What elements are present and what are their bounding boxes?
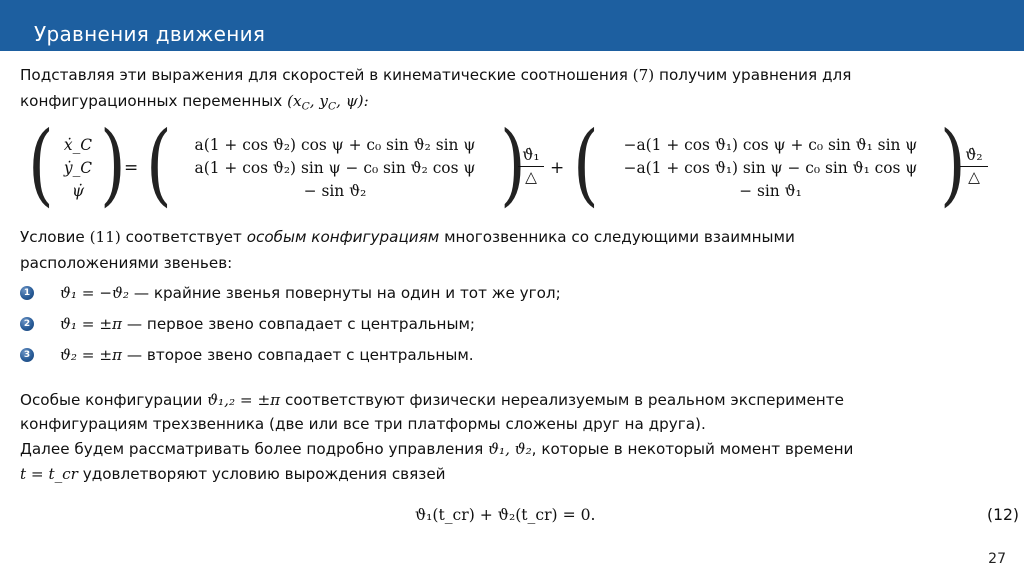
bullet-text: — второе звено совпадает с центральным.	[126, 346, 474, 364]
para3-math-2: ϑ₁, ϑ₂	[488, 440, 532, 458]
para1-line1	[20, 64, 851, 88]
col2-row3: − sin ϑ₁	[739, 182, 802, 200]
para3-text-a: Особые конфигурации	[20, 391, 203, 409]
plus-sign: +	[550, 158, 565, 178]
bullet-text: — крайние звенья повернуты на один и тот же угол;	[133, 284, 561, 302]
para1-ref: (7)	[632, 66, 655, 84]
para3-line2: конфигурациям трехзвенника (две или все три платформы сложены друг на друга).	[20, 415, 706, 433]
right-paren: )	[100, 111, 126, 216]
bullet-ball-icon: 1	[20, 286, 34, 300]
col1-row3: − sin ϑ₂	[303, 182, 367, 200]
right-paren: )	[500, 111, 526, 216]
para3-line3	[20, 438, 853, 462]
para2-text-a: Условие	[20, 228, 85, 246]
title-bar	[0, 0, 1024, 51]
frac1-denominator: △	[525, 168, 537, 186]
para3-math: ϑ₁,₂ = ±π	[207, 391, 281, 409]
bullet-ball-icon: 2	[20, 317, 34, 331]
lhs-vector	[58, 134, 98, 203]
para1-text-a: Подставляя эти выражения для скоростей в кинематические соотношения	[20, 66, 628, 84]
para3-text-e: удовлетворяют условию вырождения связей	[82, 465, 446, 483]
para3-line1	[20, 389, 844, 413]
left-paren: (	[28, 111, 54, 216]
para1-text-c: конфигурационных переменных	[20, 92, 283, 110]
lhs-xdot: ẋ_C	[63, 136, 93, 154]
col2-row1: −a(1 + cos ϑ₁) cos ψ + c₀ sin ϑ₁ sin ψ	[623, 136, 918, 154]
bullet-math: ϑ₂ = ±π	[60, 346, 123, 364]
para2-text-c: многозвенника со следующими взаимными	[444, 228, 795, 246]
bullet-text: — первое звено совпадает с центральным;	[126, 315, 476, 333]
lhs-psidot: ψ̇	[71, 182, 85, 200]
equation-12: ϑ₁(t_cr) + ϑ₂(t_cr) = 0.	[415, 506, 596, 524]
para3-line4	[20, 463, 446, 487]
para2-text-b: соответствует	[125, 228, 242, 246]
page-number: 27	[988, 551, 1006, 567]
slide-title: Уравнения движения	[34, 22, 266, 46]
bullet-math: ϑ₁ = −ϑ₂	[60, 284, 129, 302]
para1-text-b: получим уравнения для	[659, 66, 852, 84]
col2-row2: −a(1 + cos ϑ₁) sin ψ − c₀ sin ϑ₁ cos ψ	[623, 159, 918, 177]
left-paren: (	[146, 111, 172, 216]
frac2-denominator: △	[968, 168, 980, 186]
frac1-numerator: ϑ̇₁	[518, 145, 544, 167]
column-vector-1	[170, 134, 500, 203]
column-vector-2	[598, 134, 943, 203]
para3-text-c: Далее будем рассматривать более подробно управления	[20, 440, 484, 458]
para1-math: ($x_C$, $y_C$, ψ):	[287, 92, 369, 113]
col1-row1: a(1 + cos ϑ₂) cos ψ + c₀ sin ϑ₂ sin ψ	[194, 136, 476, 154]
right-paren: )	[940, 111, 966, 216]
equals-sign: =	[124, 158, 139, 178]
lhs-ydot: ẏ_C	[63, 159, 93, 177]
para1-line2	[20, 90, 369, 114]
para3-text-d: , которые в некоторый момент времени	[531, 440, 854, 458]
para2-emphasis: особым конфигурациям	[246, 228, 440, 246]
fraction-2	[960, 145, 988, 187]
para2-line1	[20, 226, 795, 250]
equation-number: (12)	[987, 506, 1020, 524]
frac2-numerator: ϑ̇₂	[960, 145, 988, 167]
para3-math-3: t = t_cr	[20, 465, 78, 483]
matrix-equation	[20, 111, 1010, 216]
para2-line2: расположениями звеньев:	[20, 254, 233, 272]
para2-ref: (11)	[89, 228, 121, 246]
bullet-math: ϑ₁ = ±π	[60, 315, 123, 333]
left-paren: (	[573, 111, 599, 216]
para3-text-b: соответствуют физически нереализуемым в реальном эксперименте	[284, 391, 844, 409]
fraction-1	[518, 145, 544, 187]
bullet-ball-icon: 3	[20, 348, 34, 362]
col1-row2: a(1 + cos ϑ₂) sin ψ − c₀ sin ϑ₂ cos ψ	[194, 159, 476, 177]
